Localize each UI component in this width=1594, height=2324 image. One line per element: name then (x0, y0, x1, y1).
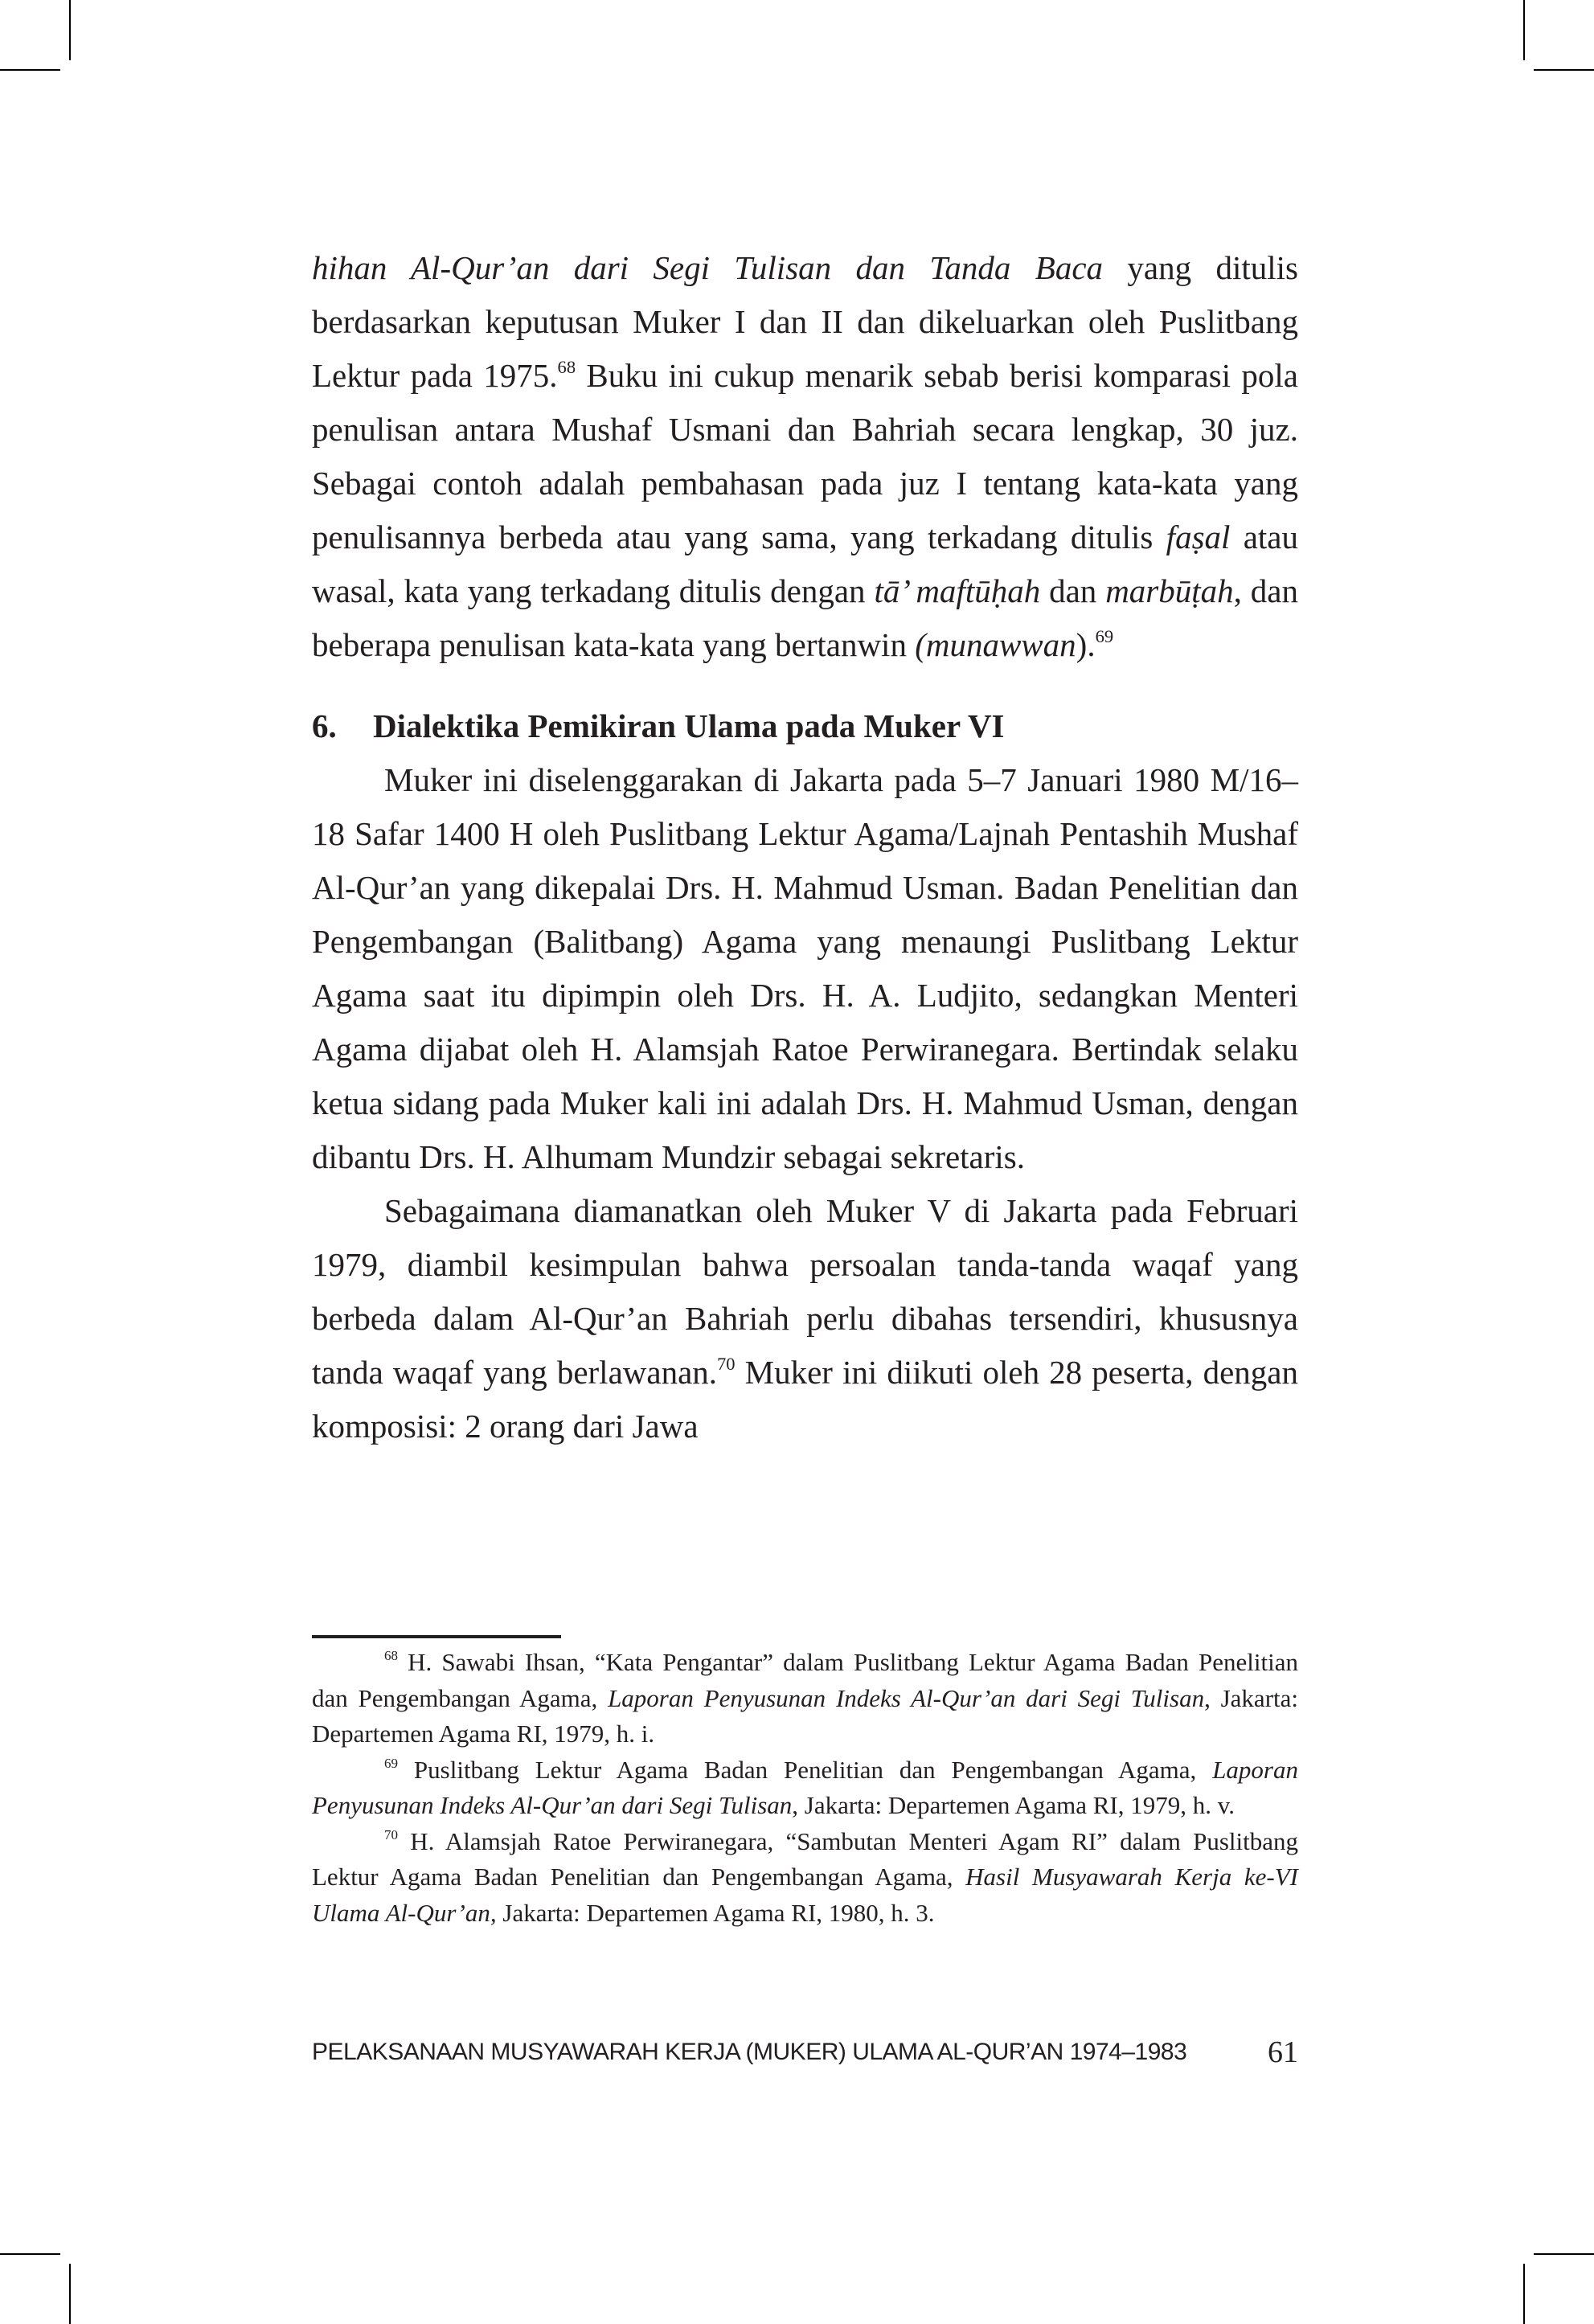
footnote-70 (312, 1824, 1298, 1932)
italic-term: faṣal (1166, 518, 1231, 555)
crop-mark-tl-h (0, 69, 60, 71)
footnote-number: 69 (384, 1755, 399, 1771)
italic-title: Hasil Musyawarah Kerja ke-VI Ulama Al-Qur’an, (312, 1863, 1299, 1927)
footnote-number: 68 (384, 1648, 399, 1664)
text: , Jakarta: Departemen Agama RI, 1979, h. v. (792, 1791, 1235, 1819)
paragraph (312, 1184, 1298, 1453)
crop-mark-tr-v (1523, 0, 1525, 60)
text: yang ditulis berdasarkan keputusan Muker I dan II dan dikeluarkan oleh Puslitbang Lektur pada 1975. (312, 249, 1298, 394)
paragraph-continued (312, 241, 1298, 672)
running-title: PELAKSANAAN MUSYAWARAH KERJA (MUKER) ULAMA AL-QUR’AN 1974–1983 (312, 2039, 1187, 2065)
text: , dan beberapa penulisan kata-kata yang bertanwin (312, 572, 1298, 663)
footnote-69 (312, 1752, 1298, 1824)
page-footer (312, 2032, 1298, 2072)
text: , Jakarta: Departemen Agama RI, 1979, h. i. (312, 1683, 1298, 1748)
crop-mark-br-v (1523, 2264, 1525, 2324)
section-heading (312, 699, 1298, 753)
crop-mark-tl-v (69, 0, 71, 60)
italic-title: Laporan Penyusunan Indeks Al-Qur’an dari Segi Tulisan (608, 1683, 1205, 1712)
section-number: 6. (312, 707, 337, 744)
page-number: 61 (1268, 2035, 1298, 2069)
crop-mark-tr-h (1534, 69, 1594, 71)
crop-mark-br-h (1534, 2253, 1594, 2255)
text: Buku ini cukup menarik sebab berisi komparasi pola penulisan antara Mushaf Usmani dan Bahriah secara lengkap, 30 juz. Sebagai contoh adalah pembahasan pada juz I tentang kata-kata yang penulisannya berbeda atau yang sama, yang terkadang ditulis (312, 357, 1298, 555)
footnote-separator (312, 1635, 561, 1638)
text: atau wasal, kata yang terkadang ditulis dengan (312, 518, 1298, 609)
paragraph: Muker ini diselenggarakan di Jakarta pada 5–7 Januari 1980 M/16–18 Safar 1400 H oleh Puslitbang Lektur Agama/Lajnah Pentashih Mushaf Al-Qur’an yang dikepalai Drs. H. Mahmud Usman. Badan Penelitian dan Pengembangan (Balitbang) Agama yang menaungi Puslitbang Lektur Agama saat itu dipimpin oleh Drs. H. A. Ludjito, sedangkan Menteri Agama dijabat oleh H. Alamsjah Ratoe Perwiranegara. Bertindak selaku ketua sidang pada Muker kali ini adalah Drs. H. Mahmud Usman, dengan dibantu Drs. H. Alhumam Mundzir sebagai sekretaris. (312, 761, 1298, 1175)
body-text (312, 241, 1298, 1453)
footnotes (312, 1645, 1298, 1931)
section-title: Dialektika Pemikiran Ulama pada Muker VI (373, 707, 1005, 744)
italic-title: Laporan Penyusunan Indeks Al-Qur’an dari Segi Tulisan (312, 1755, 1298, 1819)
footnote-ref-70[interactable]: 70 (717, 1354, 736, 1375)
footnote-ref-69[interactable]: 69 (1095, 626, 1114, 647)
crop-mark-bl-h (0, 2253, 60, 2255)
footnote-68 (312, 1645, 1298, 1752)
italic-title: hihan Al-Qur’an dari Segi Tulisan dan Tanda Baca (312, 249, 1104, 286)
text: Sebagaimana diamanatkan oleh Muker V di Jakarta pada Februari 1979, diambil kesimpulan bahwa persoalan tanda-tanda waqaf yang berbeda dalam Al-Qur’an Bahriah perlu dibahas tersendiri, khususnya tanda waqaf yang berlawanan. (312, 1192, 1298, 1391)
footnote-number: 70 (384, 1826, 399, 1842)
text: ). (1076, 626, 1096, 663)
text: H. Alamsjah Ratoe Perwiranegara, “Sambutan Menteri Agam RI” dalam Puslitbang Lektur Agama Badan Penelitian dan Pengembangan Agama, (312, 1826, 1298, 1891)
italic-term: marbūṭah (1105, 572, 1234, 609)
footnote-ref-68[interactable]: 68 (557, 357, 576, 378)
text: Puslitbang Lektur Agama Badan Penelitian dan Pengembangan Agama, (398, 1755, 1213, 1784)
text: dan (1040, 572, 1106, 609)
crop-mark-bl-v (69, 2264, 71, 2324)
text: Jakarta: Departemen Agama RI, 1980, h. 3. (496, 1898, 935, 1927)
italic-term: (munawwan (915, 626, 1076, 663)
text: H. Sawabi Ihsan, “Kata Pengantar” dalam Puslitbang Lektur Agama Badan Penelitian dan Pengembangan Agama, (312, 1648, 1298, 1712)
italic-term: tā’ maftūḥah (874, 572, 1041, 609)
text: Muker ini diikuti oleh 28 peserta, dengan komposisi: 2 orang dari Jawa (312, 1354, 1298, 1445)
